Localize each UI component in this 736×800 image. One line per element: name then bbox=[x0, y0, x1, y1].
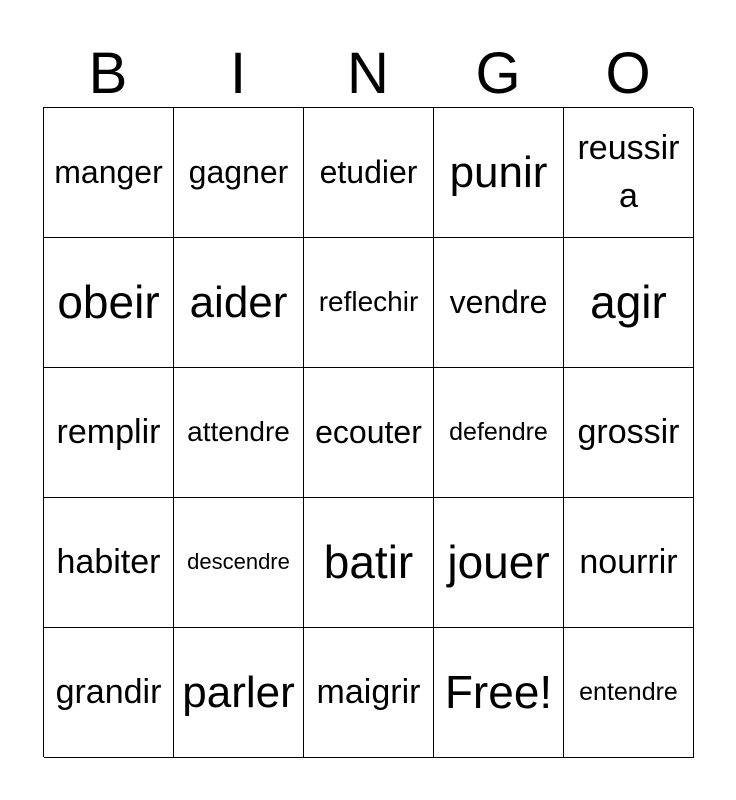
cell-word: manger bbox=[54, 153, 163, 190]
bingo-header bbox=[43, 40, 693, 108]
bingo-cell[interactable] bbox=[564, 108, 694, 238]
header-letter-n: N bbox=[347, 41, 389, 106]
cell-word: ecouter bbox=[315, 413, 422, 450]
cell-word: remplir bbox=[56, 412, 161, 451]
cell-word: nourrir bbox=[579, 542, 678, 581]
bingo-cell[interactable] bbox=[434, 498, 564, 628]
bingo-cell[interactable] bbox=[304, 628, 434, 758]
cell-word: aider bbox=[189, 277, 288, 327]
bingo-cell[interactable] bbox=[564, 368, 694, 498]
cell-word: maigrir bbox=[316, 672, 421, 711]
cell-word: vendre bbox=[449, 283, 548, 320]
cell-word: jouer bbox=[447, 536, 550, 589]
bingo-cell[interactable] bbox=[44, 628, 174, 758]
cell-word: parler bbox=[182, 667, 295, 717]
bingo-cell[interactable] bbox=[44, 498, 174, 628]
cell-word: grossir bbox=[577, 412, 680, 451]
cell-word: descendre bbox=[187, 549, 290, 575]
header-letter-g: G bbox=[475, 41, 521, 106]
bingo-cell[interactable] bbox=[304, 238, 434, 368]
cell-word: attendre bbox=[187, 416, 290, 448]
bingo-cell[interactable] bbox=[564, 238, 694, 368]
bingo-cell[interactable] bbox=[174, 108, 304, 238]
bingo-cell[interactable] bbox=[434, 368, 564, 498]
free-space[interactable] bbox=[434, 628, 564, 758]
bingo-cell[interactable] bbox=[304, 108, 434, 238]
cell-word: habiter bbox=[56, 542, 161, 581]
cell-word: grandir bbox=[55, 672, 162, 711]
cell-word: batir bbox=[323, 536, 414, 589]
bingo-cell[interactable] bbox=[174, 368, 304, 498]
bingo-cell[interactable] bbox=[174, 628, 304, 758]
bingo-cell[interactable] bbox=[44, 108, 174, 238]
bingo-cell[interactable] bbox=[434, 238, 564, 368]
bingo-cell[interactable] bbox=[304, 368, 434, 498]
bingo-cell[interactable] bbox=[564, 628, 694, 758]
bingo-cell[interactable] bbox=[434, 108, 564, 238]
bingo-cell[interactable] bbox=[44, 368, 174, 498]
cell-word: agir bbox=[590, 276, 667, 329]
cell-word: etudier bbox=[319, 153, 418, 190]
bingo-cell[interactable] bbox=[304, 498, 434, 628]
bingo-cell[interactable] bbox=[564, 498, 694, 628]
header-letter-i: I bbox=[229, 41, 247, 106]
bingo-cell[interactable] bbox=[44, 238, 174, 368]
cell-word: entendre bbox=[579, 678, 678, 707]
cell-word: Free! bbox=[444, 666, 553, 719]
bingo-cell[interactable] bbox=[174, 498, 304, 628]
cell-word: defendre bbox=[449, 418, 548, 447]
bingo-cell[interactable] bbox=[174, 238, 304, 368]
cell-word: punir bbox=[449, 147, 548, 197]
header-letter-o: O bbox=[605, 41, 651, 106]
cell-word: reflechir bbox=[318, 286, 419, 318]
cell-word: gagner bbox=[188, 153, 289, 190]
header-letter-b: B bbox=[88, 41, 128, 106]
bingo-card bbox=[43, 107, 693, 757]
cell-word: obeir bbox=[57, 276, 160, 329]
cell-word: reussir a bbox=[577, 128, 680, 215]
